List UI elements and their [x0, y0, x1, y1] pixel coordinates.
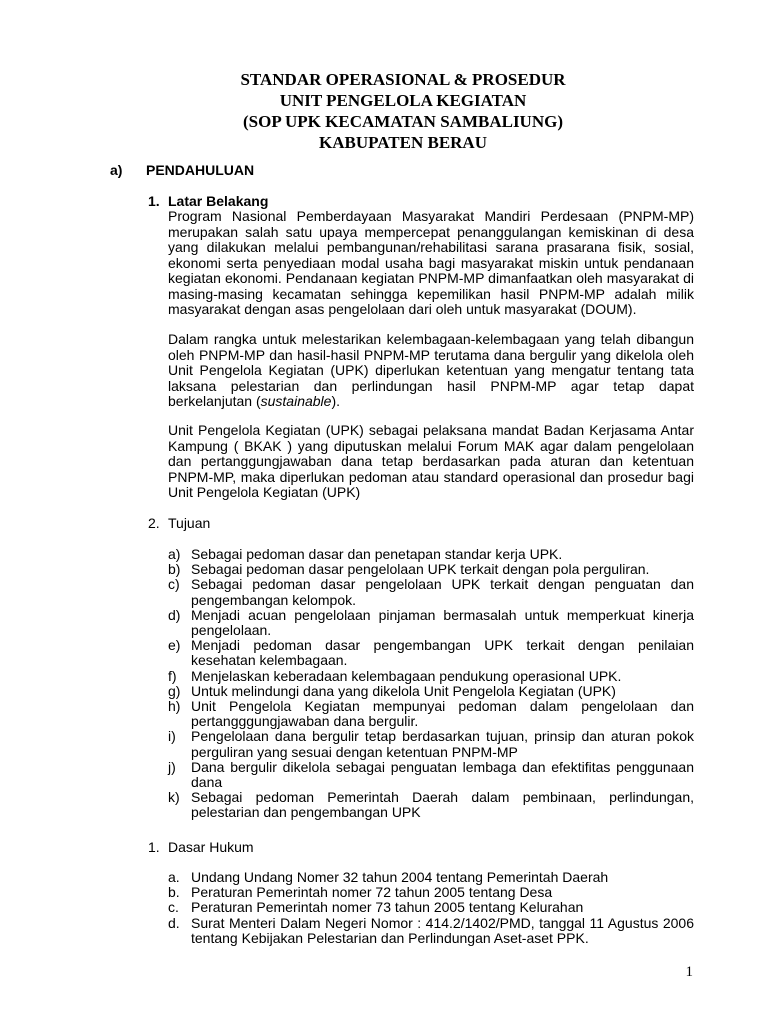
- title-line-1: STANDAR OPERASIONAL & PROSEDUR: [240, 70, 566, 89]
- list-marker: i): [168, 728, 176, 745]
- list-item: [168, 608, 694, 638]
- list-marker: c.: [168, 899, 179, 916]
- list-item: [168, 699, 694, 729]
- list-item: [168, 577, 694, 607]
- tujuan-list: [168, 547, 694, 821]
- list-marker: a): [168, 546, 181, 562]
- list-item-text: Surat Menteri Dalam Negeri Nomor : 414.2/1402/PMD, tanggal 11 Agustus 2006 tentang Kebijakan Pelestarian dan Perlindungan Aset-aset PPK.: [191, 914, 694, 946]
- paragraph-latar-3: Unit Pengelola Kegiatan (UPK) sebagai pelaksana mandat Badan Kerjasama Antar Kampung ( BKAK ) yang diputuskan melalui Forum MAK agar dalam pengelolaan dan pertanggungjawaban dana tetap berdasarkan pada aturan dan ketentuan PNPM-MP, maka diperlukan pedoman atau standard operasional dan prosedur bagi Unit Pengelola Kegiatan (UPK): [168, 422, 694, 500]
- list-item-text: Sebagai pedoman Pemerintah Daerah dalam pembinaan, perlindungan, pelestarian dan pengembangan UPK: [191, 789, 694, 821]
- list-item-text: Unit Pengelola Kegiatan mempunyai pedoman dalam pengelolaan dan pertangggungjawaban dana bergulir.: [191, 698, 694, 730]
- list-marker: g): [168, 682, 181, 699]
- heading-title: Latar Belakang: [168, 193, 269, 209]
- list-item: [168, 870, 694, 885]
- page-number: 1: [685, 964, 693, 980]
- list-item-text: Menjadi pedoman dasar pengembangan UPK terkait dengan penilaian kesehatan kelembagaan.: [191, 637, 694, 669]
- section-title: PENDAHULUAN: [146, 162, 255, 178]
- list-item-text: Untuk melindungi dana yang dikelola Unit Pengelola Kegiatan (UPK): [191, 682, 616, 699]
- heading-tujuan: [148, 515, 210, 532]
- section-marker: a): [110, 162, 123, 178]
- list-item-text: Peraturan Pemerintah nomer 73 tahun 2005 tentang Kelurahan: [191, 899, 584, 916]
- list-item: [168, 684, 694, 699]
- list-item-text: Dana bergulir dikelola sebagai penguatan lembaga dan efektifitas penggunaan dana: [191, 758, 694, 791]
- list-marker: d.: [168, 914, 180, 931]
- heading-number: 1.: [148, 839, 160, 855]
- list-item-text: Pengelolaan dana bergulir tetap berdasarkan tujuan, prinsip dan aturan pokok perguliran yang sesuai dengan ketentuan PNPM-MP: [191, 728, 694, 760]
- list-item: [168, 562, 694, 577]
- list-item-text: Sebagai pedoman dasar pengelolaan UPK terkait dengan penguatan dan pengembangan kelompok.: [191, 576, 694, 608]
- list-item: [168, 916, 694, 946]
- dasar-hukum-list: [168, 870, 694, 946]
- heading-dasar-hukum: [148, 839, 254, 856]
- paragraph-latar-2: [168, 332, 694, 410]
- title-line-4: KABUPATEN BERAU: [319, 133, 487, 152]
- heading-number: 2.: [148, 515, 160, 531]
- list-item: [168, 760, 694, 790]
- heading-title: Dasar Hukum: [168, 839, 254, 855]
- list-item: [168, 790, 694, 820]
- paragraph-latar-1: Program Nasional Pemberdayaan Masyarakat Mandiri Perdesaan (PNPM-MP) merupakan salah satu upaya mempercepat penanggulangan kemiskinan di desa yang dilakukan melalui pembangunan/rehabilitasi sarana prasarana fisik, sosial, ekonomi serta penyediaan modal usaha bagi masyarakat miskin untuk pendanaan kegiatan ekonomi. Pendanaan kegiatan PNPM-MP dimanfaatkan oleh masyarakat di masing-masing kecamatan sehingga kepemilikan hasil PNPM-MP adalah milik masyarakat dengan asas pengelolaan dari oleh untuk masyarakat (DOUM).: [168, 208, 694, 317]
- list-item-text: Sebagai pedoman dasar pengelolaan UPK terkait dengan pola perguliran.: [191, 561, 650, 578]
- list-marker: f): [168, 667, 177, 684]
- heading-title: Tujuan: [168, 515, 211, 531]
- document-title: [0, 69, 768, 153]
- list-item-text: Menjelaskan keberadaan kelembagaan pendukung operasional UPK.: [191, 667, 622, 684]
- list-marker: b.: [168, 884, 180, 901]
- list-item: [168, 900, 694, 915]
- list-marker: a.: [168, 869, 180, 885]
- title-line-3: (SOP UPK KECAMATAN SAMBALIUNG): [242, 112, 563, 131]
- list-marker: j): [168, 758, 176, 775]
- list-marker: b): [168, 561, 181, 578]
- list-marker: h): [168, 698, 181, 715]
- paragraph-latar-2-italic: sustainable: [260, 393, 332, 409]
- list-marker: e): [168, 637, 181, 654]
- list-item: [168, 729, 694, 759]
- paragraph-latar-2-text: Dalam rangka untuk melestarikan kelembagaan-kelembagaan yang telah dibangun oleh PNPM-MP dan hasil-hasil PNPM-MP terutama dana bergulir yang dikelola oleh Unit Pengelola Kegiatan (UPK) diperlukan ketentuan yang mengatur tentang tata laksana pelestarian dan perlindungan hasil PNPM-MP agar tetap dapat berkelanjutan (: [168, 331, 694, 409]
- heading-number: 1.: [148, 193, 160, 209]
- list-item-text: Menjadi acuan pengelolaan pinjaman bermasalah untuk memperkuat kinerja pengelolaan.: [191, 606, 694, 639]
- list-item: [168, 638, 694, 668]
- section-heading-pendahuluan: [110, 162, 254, 179]
- list-item-text: Undang Undang Nomer 32 tahun 2004 tentang Pemerintah Daerah: [191, 869, 609, 885]
- list-marker: d): [168, 606, 181, 623]
- list-marker: c): [168, 576, 180, 593]
- list-item: [168, 669, 694, 684]
- title-line-2: UNIT PENGELOLA KEGIATAN: [279, 91, 527, 110]
- list-item: [168, 547, 694, 562]
- list-item-text: Sebagai pedoman dasar dan penetapan standar kerja UPK.: [191, 546, 563, 562]
- list-item-text: Peraturan Pemerintah nomer 72 tahun 2005 tentang Desa: [191, 884, 553, 901]
- list-marker: k): [168, 789, 180, 806]
- paragraph-latar-2-end: ).: [331, 393, 341, 409]
- list-item: [168, 885, 694, 900]
